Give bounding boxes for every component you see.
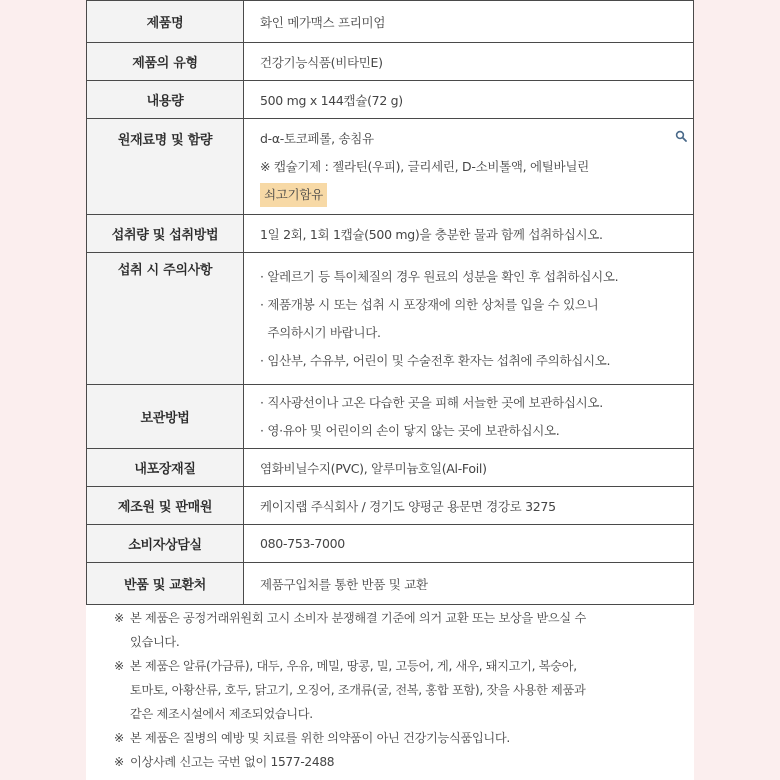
row-value: 케이지랩 주식회사 / 경기도 양평군 용문면 경강로 3275 [244,487,694,525]
row-label: 섭취 시 주의사항 [87,253,244,385]
notice-line: 있습니다. [130,635,180,649]
product-spec-table [86,0,694,605]
table-row [87,449,694,487]
row-label: 내용량 [87,81,244,119]
notice-line: 토마토, 아황산류, 호두, 닭고기, 오징어, 조개류(굴, 전복, 홍합 포함), 잣을 사용한 제품과 [130,683,586,697]
row-label: 제품명 [87,1,244,43]
row-label: 제품의 유형 [87,43,244,81]
caution-line: 주의하시기 바랍니다. [260,324,381,340]
row-value [244,253,694,385]
row-label: 내포장재질 [87,449,244,487]
caution-line: · 알레르기 등 특이체질의 경우 원료의 성분을 확인 후 섭취하십시오. [260,268,619,284]
caution-line: · 임산부, 수유부, 어린이 및 수술전후 환자는 섭취에 주의하십시오. [260,352,611,368]
ingredient-line: d-α-토코페롤, 송침유 [260,130,374,146]
row-value [244,385,694,449]
row-value: 염화비닐수지(PVC), 알루미늄호일(Al-Foil) [244,449,694,487]
row-value: 500 mg x 144캡슐(72 g) [244,81,694,119]
row-label: 섭취량 및 섭취방법 [87,215,244,253]
row-label: 소비자상담실 [87,525,244,563]
row-label: 원재료명 및 함량 [87,119,244,215]
ingredient-line: ※ 캡슐기제 : 젤라틴(우피), 글리세린, D-소비톨액, 에틸바닐린 [260,158,589,174]
table-row [87,487,694,525]
caution-line: · 제품개봉 시 또는 섭취 시 포장재에 의한 상처를 입을 수 있으니 [260,296,599,312]
note-mark: ※ [114,731,124,745]
table-row [87,215,694,253]
notice-section [114,606,684,774]
notice-item [114,606,684,654]
storage-line: · 직사광선이나 고온 다습한 곳을 피해 서늘한 곳에 보관하십시오. [260,394,603,410]
notice-item [114,654,684,726]
notice-line: 본 제품은 질병의 예방 및 치료를 위한 의약품이 아닌 건강기능식품입니다. [130,731,510,745]
note-mark: ※ [114,611,124,625]
notice-line: 본 제품은 알류(가금류), 대두, 우유, 메밀, 땅콩, 밀, 고등어, 게, 새우, 돼지고기, 복숭아, [130,659,577,673]
table-row [87,253,694,385]
row-value: 080-753-7000 [244,525,694,563]
note-mark: ※ [114,659,124,673]
row-value: 제품구입처를 통한 반품 및 교환 [244,563,694,605]
table-row [87,1,694,43]
table-row [87,563,694,605]
row-label: 반품 및 교환처 [87,563,244,605]
notice-item [114,750,684,774]
row-value: 화인 메가맥스 프리미엄 [244,1,694,43]
storage-line: · 영·유아 및 어린이의 손이 닿지 않는 곳에 보관하십시오. [260,422,560,438]
notice-line: 본 제품은 공정거래위원회 고시 소비자 분쟁해결 기준에 의거 교환 또는 보상을 받으실 수 [130,611,586,625]
highlight-badge: 쇠고기함유 [260,183,327,207]
table-row [87,119,694,215]
search-icon[interactable] [675,130,687,142]
table-row [87,525,694,563]
table-row [87,385,694,449]
row-value [244,119,694,215]
notice-item [114,726,684,750]
row-value: 1일 2회, 1회 1캡슐(500 mg)을 충분한 물과 함께 섭취하십시오. [244,215,694,253]
notice-line: 같은 제조시설에서 제조되었습니다. [130,707,313,721]
row-value: 건강기능식품(비타민E) [244,43,694,81]
table-row [87,43,694,81]
table-row [87,81,694,119]
product-info-page [86,0,694,780]
note-mark: ※ [114,755,124,769]
row-label: 보관방법 [87,385,244,449]
notice-line: 이상사례 신고는 국번 없이 1577-2488 [130,755,335,769]
row-label: 제조원 및 판매원 [87,487,244,525]
